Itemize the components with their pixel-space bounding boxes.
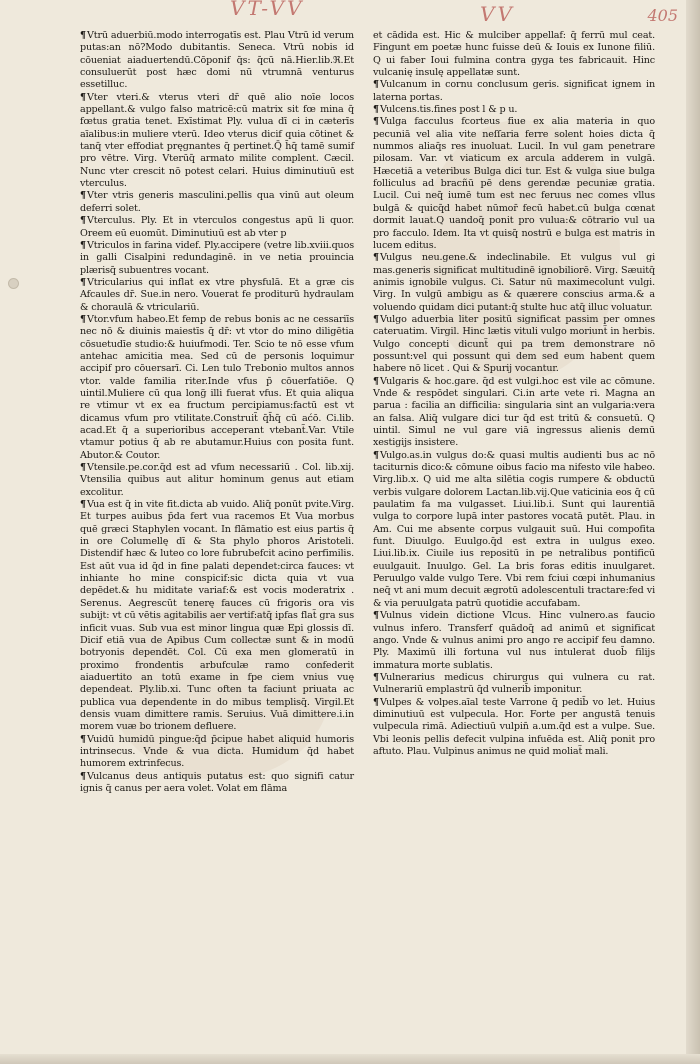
entry-vulgo-verb [373, 450, 655, 610]
pilcrow-icon: ¶ [80, 770, 86, 782]
entry-vulcens [373, 104, 655, 116]
pilcrow-icon: ¶ [373, 313, 379, 325]
entry-vter-vteri [80, 92, 354, 191]
entry-vtriculos [80, 240, 354, 277]
right-folio-note: VV [480, 2, 515, 26]
entry-vtor [80, 314, 354, 462]
entry-text: Vulcanum in cornu conclusum geris. significat ignem in laterna portas. [373, 79, 655, 103]
entry-text: Vtor.vfum habeo.Et femp de rebus bonis ac ne cessariīs nec nō & diuinis maiestīs q̄ dr̄: vt vtor do mino diligētia cōsuetudīe studio:& huiufmodi. Ter. Scio te nō esse vfum antehac amicitia mea. Sed cū de personis loquimur accipif pro cōuersarī. Ci. Len tulo Trebonio multos annos vtor. valde familia riter.Inde vfus p̄ cōuerfatiōe. Q uintil.Muliere cū qua long̃ illi fuerat vfus. Et quia aliqua re vtimur vt ex ea fructum percipiamus:factū est vt dicamus vfum pro vtilitate.Construit̃ q̄h̄q̄ cū aćō. Ci.lib. acad.Et q̄ a superioribus acceperant vtebant̃.Var. Vtile vtamur potius q̄ ab re abutamur.Huius con posita funt. Abutor.& Coutor. [80, 313, 354, 461]
page-edge-bottom [0, 1054, 700, 1064]
pilcrow-icon: ¶ [373, 610, 379, 622]
pilcrow-icon: ¶ [373, 671, 379, 683]
entry-text: Vulnus videin dictione Vlcus. Hinc vulnero.as faucio vulnus infero. Transferf quādoq̄ ad animū et significat ango. Vnde & vulnus animi pro ango re accipif feu damno. Ply. Maximū illi fortuna vul nus intulerat duob̄ filijs immatura morte sublatis. [373, 610, 655, 671]
pilcrow-icon: ¶ [80, 190, 86, 202]
pilcrow-icon: ¶ [80, 733, 86, 745]
entry-text: Vtriculos in farina videf. Ply.accipere (vetre lib.xviii.quos in galli Cisalpini redundaginē. in ve netia prouincia plærisq̄ subuentres vocant. [80, 239, 354, 276]
entry-text: Vulcanus deus antiquis putatus est: quo signifi catur ignis q̄ canus per aera volet. Volat em flāma [80, 770, 354, 794]
entry-vulcanum-cornu [373, 79, 655, 104]
left-column [80, 30, 354, 795]
entry-vua [80, 499, 354, 734]
pilcrow-icon: ¶ [373, 79, 379, 91]
entry-vulnus [373, 610, 655, 672]
entry-text: Vulnerarius medicus chirurgus qui vulnera cu rat. Vulnerariū emplastrū q̄d vulnerib̄ imponitur. [373, 671, 655, 696]
entry-text: Vua est q̄ in vite fit.dicta ab vuido. Aliq̄ ponūt pvite.Virg. Et turpes auibus p̄da fert vua racemos Et Vua morbus quē græci Staphylen vocant. In flāmatio est eius partis q̄ in ore Columellę dī & Sta phylo phoros Aristoteli. Distendif hæc & luteo co lore fubrubefcit acino perfimilis. Est aūt vua id q̄d in fine palati dependet:circa fauces: vt inhiante ho mine conspicif:sic dicta quia vt vua depēdet.& hu miditate variaf:& est vocis moderatrix . Serenus. Aegrescūt tenerę fauces cū frigoris ora vis subijt: vt cū vētis agitabilis aer vertif:atq̄ ipfas flat̃ gra sus inficit vuas. Sub vua est minor lingua quæ Epi glossis dī. Dicif etiā vua de Apibus Cum collectæ sunt & in modū botryonis dependēt. Col. Cū exa men glomeratū in proximo frondentis arbufculæ ramo confederit aiaduertito an totū exame in fpe ciem vnius vuę dependeat. Ply.lib.xi. Tunc often ta faciunt priuata ac publica vua dependente in do mibus templisq̄. Virgil.Et densis vuam dimittere ramis. Seruius. Vuā dimittere.i.in morem vuæ bo trionem defluere. [80, 499, 354, 733]
entry-vterculus [80, 215, 354, 240]
entry-text: Vtensile.pe.cor.q̄d est ad vfum necessariū . Col. lib.xij. Vtensilia quibus aut alitur hominum genus aut etiam excolitur. [80, 462, 354, 498]
entry-text: Vulpes & volpes.aīal teste Varrone q̄ pedib̄ vo let. Huius diminutiuū est vulpecula. Hor. Forte per angustā tenuis vulpecula rimā. Adiectiuū vulpin̄ a.um.q̄d est a vulpe. Sue. Vbi leonis pellis defecit vulpina infuēda est. Aliq̄ ponit pro aftuto. Plau. Vulpinus animus ne quid moliat̃ mali. [373, 696, 655, 757]
entry-vtrum [80, 30, 354, 92]
entry-vulgaris [373, 376, 655, 450]
entry-text: Vulga facculus fcorteus fiue ex alia materia in quo pecuniā vel alia vite neſſaria ferre solent hoies dicta q̄ nummos aliaq̄s res inuoluat. Lucil. In vul gam penetrare pilosam. Var. vt viaticum ex arcula adderem in vulgā. Hæcetiā a veteribus Bulga dici tur. Est & vulga siue bulga folliculus ad bracñū pē dens gerendæ pecuniæ gratia. Lucil. Cui neq̄ iumē tum est nec feruus nec comes vllus bulgā & quicq̄d habet nūmor̄ fecū habet.cū bulga cœnat dormit lauat.Q uandoq̄ ponit pro vulua:& cōtrario vul ua pro facculo. Idem. Ita vt quisq̄ nostrū e bulga est matris in lucem editus. [373, 116, 655, 251]
entry-text: Vulcens.tis.fines post l & p u. [379, 104, 518, 116]
entry-text: Vtricularius qui inflat ex vtre physfulā. Et a græ cis Afcaules dr̄. Sue.in nero. Vouerat fe proditurū hydraulam & choraulā & vtriculariū. [80, 276, 354, 313]
entry-vuidum [80, 734, 354, 771]
entry-vtricularius [80, 277, 354, 314]
pilcrow-icon: ¶ [373, 116, 379, 128]
entry-vulpes [373, 697, 655, 759]
entry-vulga [373, 116, 655, 252]
left-folio-note: VT-VV [230, 0, 305, 20]
entry-vulgo-adverb [373, 314, 655, 376]
pilcrow-icon: ¶ [80, 239, 86, 251]
pilcrow-icon: ¶ [80, 462, 86, 474]
entry-text: et cādida est. Hic & mulciber appellaf: q̄ ferrū mul ceat. Fingunt em poetæ hunc fuisse deū & Iouis ex Iunone filiū. Q ui faber Ioui fulmina contra gyga tes fabricauit. Hinc vulcanię insulę appellatæ sunt. [373, 30, 655, 79]
pilcrow-icon: ¶ [373, 696, 379, 708]
pilcrow-icon: ¶ [373, 375, 379, 387]
entry-text: Vter vteri.& vterus vteri dr̄ quē alio noīe locos appellant.& vulgo falso matricē:cū matrix sit fœ mina q̄ fœtus gratia tenet. Exīstimat Ply. vulua dī ci in cæterīs aīalibus:in muliere vterū. Ideo vterus dicif quia cōtinet & tanq̄ vter effodiat pręgnantes q̄ pertinet.Q̄ h̄q̄ tamē sumif pro vētre. Virg. Vterūq̄ armato milite complent. Cæcil. Nunc vter crescit nō potest celari. Huius diminutiuū est vterculus. [80, 91, 354, 190]
pilcrow-icon: ¶ [80, 276, 86, 288]
entry-text: Vulgo aduerbia liter positū significat passim per omnes cateruatim. Virgil. Hinc lætis vituli vulgo moriunt̃ in herbis. Vulgo concepti dicunt̃ qui pa trem demonstrare nō possunt:vel qui possunt qui dem sed eum habent quem habere nō licet . Qui & Spurij vocantur. [373, 313, 655, 375]
entry-text: Vulgaris & hoc.gare. q̄d est vulgi.hoc est vile ac cōmune. Vnde & respōdet singulari. Ci.in arte vete ri. Magna an parua : facilia an difficilia: singularia sint an vulgaria:vera an falsa. Aliq̄ vulgare dici tur q̄d est tritū & consuetū. Q uintil. Simul ne vul gare viā ingressus alienis demū xestigijs insistere. [373, 375, 655, 449]
entry-text: Vulgus neu.gene.& indeclinabile. Et vulgus vul gi mas.generis significat multitudinē ignobiliorē. Virg. Sæuitq̄ animis ignobile vulgus. Ci. Satur nū maximecolunt vulgi. Virg. In vulgū ambigu as & quærere conscius arma.& a voluendo quidam dici putant:q̄ stulte huc atq̄ illuc voluatur. [373, 252, 655, 313]
entry-text: Vulgo.as.in vulgus do:& quasi multis audienti bus ac nō taciturnis dico:& cōmune oibus facio ma nifesto vile habeo. Virg.lib.x. Q uid me alta silētia cogis rumpere & obductū verbis vulgare dolorem Lactan.lib.vij.Que vaticinia eos q̄ cū paulatim fa ma vulgasset. Liui.lib.i. Sunt qui laurentiā vulga to corpore lupā inter pastores vocatā putēt. Plau. in Am. Cui me absente corpus vulgauit suū. Hui compofita funt. Diuulgo. Euulgo.q̄d est extra in uulgus exeo. Liui.lib.ix. Ciuile ius repositū in pe netralibus pontificū euulgauit. Inuulgo. Gel. La bris foras editis inuulgaret. Peruulgo valde vulgo Tere. Vbi rem fciui cœpi inhumanius neq̄ vt ani mum decuit ægrotū adolescentuli tractare:fed vi & via peruulgata patrū quotidie accufabam. [373, 449, 655, 609]
entry-vulnerarius [373, 672, 655, 697]
pilcrow-icon: ¶ [80, 91, 86, 103]
entry-vtensile [80, 462, 354, 499]
entry-text: Vuidū humidū pingue:q̄d p̄cipue habet aliquid humoris intrinsecus. Vnde & vua dicta. Humidum q̄d habet humorem extrinfecus. [80, 733, 354, 770]
page-number: 405 [647, 6, 678, 25]
pilcrow-icon: ¶ [373, 252, 379, 264]
pilcrow-icon: ¶ [80, 215, 86, 227]
entry-vter-vtris [80, 190, 354, 215]
entry-vulgus [373, 252, 655, 314]
entry-text: Vter vtris generis masculini.pellis qua vinū aut oleum deferri solet. [80, 190, 354, 214]
pilcrow-icon: ¶ [80, 313, 86, 325]
pilcrow-icon: ¶ [80, 30, 86, 41]
entry-text: Vtrū aduerbiū.modo interrogatīs est. Plau Vtrū id verum putas:an nō?Modo dubitantis. Seneca. Vtrū nobis id cōueniat aiaduertendū.Cōponif q̄s: q̄cū nā.Hier.lib.ℜ.Et consuluerūt post hæc domi nū vtrumnā venturus essetilluc. [80, 30, 354, 91]
entry-vulcanus-cont [373, 30, 655, 79]
entry-vulcanus [80, 771, 354, 796]
entry-text: Vterculus. Ply. Et in vterculos congestus apū li quor. Oreem eū euomūt. Diminutiuū est ab vter p [80, 215, 354, 239]
pilcrow-icon: ¶ [373, 104, 379, 116]
pilcrow-icon: ¶ [373, 449, 379, 461]
page-edge-right [686, 0, 700, 1064]
right-column [373, 30, 655, 758]
pilcrow-icon: ¶ [80, 499, 86, 511]
binding-hole [8, 278, 19, 289]
